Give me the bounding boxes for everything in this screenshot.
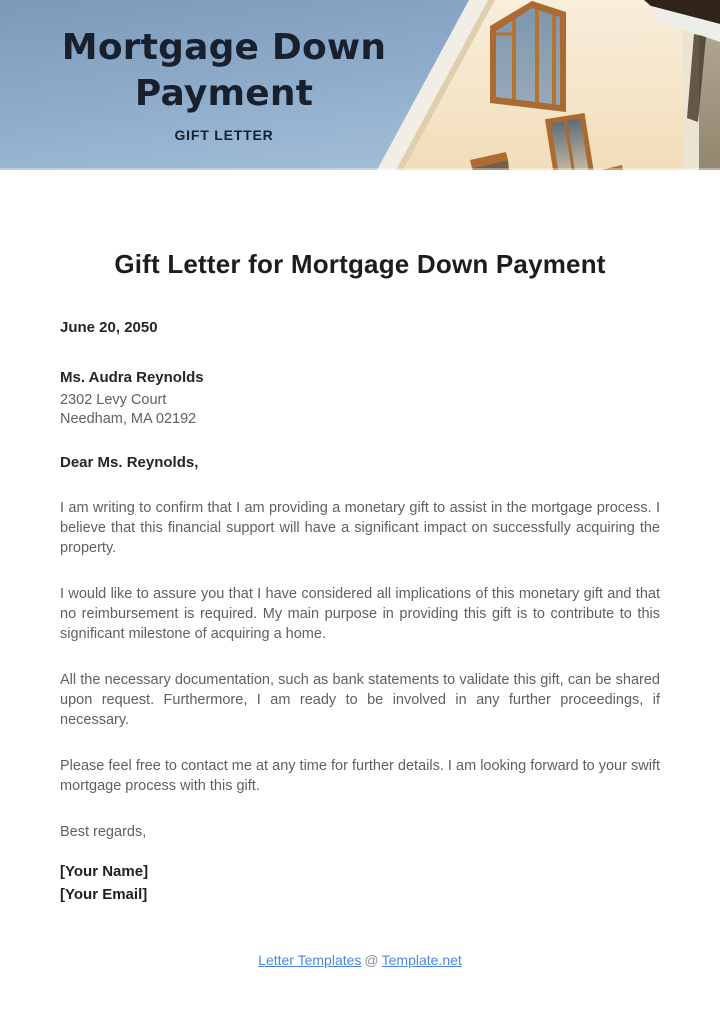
letter-sheet (0, 170, 720, 969)
closing: Best regards, (60, 824, 147, 840)
signature-name-placeholder: [Your Name] (60, 863, 149, 880)
template-net-link[interactable]: Template.net (381, 952, 462, 968)
recipient-address-line2: Needham, MA 02192 (60, 411, 197, 427)
header-title-line2: Payment (134, 73, 314, 114)
header-subtitle: GIFT LETTER (174, 127, 274, 143)
recipient-address-line1: 2302 Levy Court (60, 392, 167, 408)
recipient-block (60, 368, 660, 429)
letter-date: June 20, 2050 (60, 319, 158, 336)
letter-templates-link[interactable]: Letter Templates (258, 952, 362, 968)
footer-attribution (60, 951, 660, 969)
header-banner (0, 0, 720, 170)
header-text-block (40, 25, 408, 143)
paragraph-4: Please feel free to contact me at any time for further details. I am looking forward to your swift mortgage process with this gift. (60, 758, 660, 794)
signature-email-placeholder: [Your Email] (60, 886, 148, 903)
paragraph-3: All the necessary documentation, such as bank statements to validate this gift, can be shared upon request. Furthermore, I am ready to be involved in any further proceedings, if necessary. (60, 672, 660, 728)
header-title-line1: Mortgage Down (61, 27, 387, 68)
paragraph-2: I would like to assure you that I have considered all implications of this monetary gift and that no reimbursement is required. My main purpose in providing this gift is to contribute to this significant milestone of acquiring a home. (60, 586, 660, 642)
letter-heading: Gift Letter for Mortgage Down Payment (114, 249, 606, 279)
paragraph-1: I am writing to confirm that I am providing a monetary gift to assist in the mortgage process. I believe that this financial support will have a significant impact on successfully acquiring the property. (60, 500, 660, 556)
salutation: Dear Ms. Reynolds, (60, 454, 199, 471)
footer-separator: @ (364, 952, 379, 968)
recipient-name: Ms. Audra Reynolds (60, 369, 204, 386)
